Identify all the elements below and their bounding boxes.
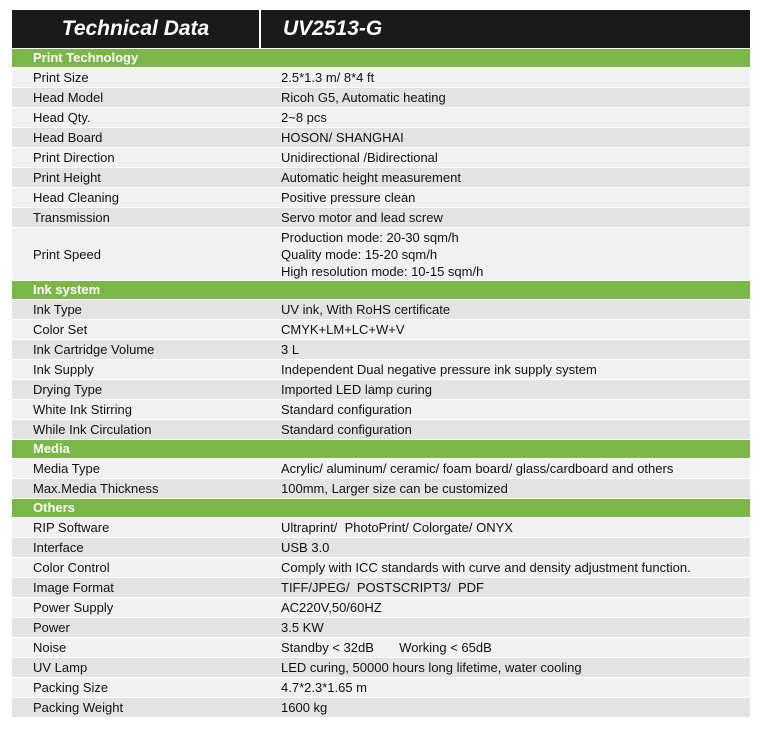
spec-label: Print Height [33, 170, 101, 185]
spec-row [12, 107, 750, 127]
spec-row [12, 379, 750, 399]
spec-label: Power [33, 620, 70, 635]
spec-row [12, 319, 750, 339]
section-header: Media [12, 439, 750, 458]
spec-row [12, 419, 750, 439]
spec-value-line: Standby < 32dB Working < 65dB [281, 640, 492, 655]
spec-value-line: 3 L [281, 342, 300, 357]
spec-value-line: Imported LED lamp curing [281, 382, 433, 397]
spec-label: Color Control [33, 560, 110, 575]
spec-label: Media Type [33, 461, 100, 476]
spec-value-line: USB 3.0 [281, 540, 330, 555]
spec-row [12, 517, 750, 537]
spec-value [260, 148, 750, 167]
spec-label: Noise [33, 640, 67, 655]
spec-label: RIP Software [33, 520, 110, 535]
spec-value-line: 4.7*2.3*1.65 m [281, 680, 368, 695]
header-title: Technical Data [12, 10, 261, 48]
spec-row [12, 597, 750, 617]
spec-row [12, 697, 750, 717]
spec-label: Ink Cartridge Volume [33, 342, 155, 357]
spec-value [260, 340, 750, 359]
spec-label: Print Speed [33, 246, 101, 262]
spec-row [12, 657, 750, 677]
spec-sheet [12, 10, 750, 717]
spec-value-line: 2.5*1.3 m/ 8*4 ft [281, 70, 375, 85]
spec-row [12, 537, 750, 557]
spec-value-line: HOSON/ SHANGHAI [281, 130, 404, 145]
spec-value [260, 88, 750, 107]
spec-value [260, 188, 750, 207]
spec-value [260, 360, 750, 379]
spec-value-line: Acrylic/ aluminum/ ceramic/ foam board/ glass/cardboard and others [281, 461, 674, 476]
spec-label: White Ink Stirring [33, 402, 132, 417]
spec-label: Transmission [33, 210, 110, 225]
spec-label: Drying Type [33, 382, 103, 397]
spec-value-line: Quality mode: 15-20 sqm/h [281, 246, 438, 262]
spec-value-line: CMYK+LM+LC+W+V [281, 322, 405, 337]
spec-value-line: 1600 kg [281, 700, 328, 715]
spec-value-line: Standard configuration [281, 402, 412, 417]
spec-value-line: LED curing, 50000 hours long lifetime, water cooling [281, 660, 582, 675]
spec-value-line: Automatic height measurement [281, 170, 461, 185]
spec-value [260, 168, 750, 187]
spec-row [12, 227, 750, 280]
spec-table-body [12, 48, 750, 717]
spec-value [260, 678, 750, 697]
spec-value-line: 3.5 KW [281, 620, 324, 635]
spec-value [260, 459, 750, 478]
spec-value-line: 2~8 pcs [281, 110, 327, 125]
spec-label: Print Size [33, 70, 89, 85]
spec-value [260, 420, 750, 439]
header-model: UV2513-G [283, 17, 383, 40]
spec-row [12, 577, 750, 597]
spec-value-line: Standard configuration [281, 422, 412, 437]
spec-value [260, 320, 750, 339]
spec-value [260, 68, 750, 87]
spec-row [12, 67, 750, 87]
spec-row [12, 359, 750, 379]
spec-row [12, 399, 750, 419]
spec-row [12, 677, 750, 697]
spec-value-line: Servo motor and lead screw [281, 210, 443, 225]
spec-value [260, 300, 750, 319]
table-header [12, 10, 750, 48]
spec-value [260, 400, 750, 419]
spec-label: Interface [33, 540, 84, 555]
spec-value-line: Positive pressure clean [281, 190, 416, 205]
spec-value [260, 618, 750, 637]
spec-label: Image Format [33, 580, 114, 595]
spec-value [260, 658, 750, 677]
spec-value-line: TIFF/JPEG/ POSTSCRIPT3/ PDF [281, 580, 484, 595]
spec-value-line: High resolution mode: 10-15 sqm/h [281, 263, 484, 279]
spec-value [260, 598, 750, 617]
spec-value [260, 228, 750, 280]
spec-label: Max.Media Thickness [33, 481, 159, 496]
spec-row [12, 207, 750, 227]
spec-row [12, 478, 750, 498]
spec-label: Print Direction [33, 150, 115, 165]
spec-value-line: AC220V,50/60HZ [281, 600, 382, 615]
spec-label: Ink Type [33, 302, 82, 317]
spec-label: Head Qty. [33, 110, 91, 125]
spec-value-line: Independent Dual negative pressure ink supply system [281, 362, 597, 377]
spec-label: Head Model [33, 90, 104, 105]
spec-label: Color Set [33, 322, 88, 337]
spec-row [12, 87, 750, 107]
spec-value-line: Ricoh G5, Automatic heating [281, 90, 446, 105]
spec-value-line: UV ink, With RoHS certificate [281, 302, 451, 317]
spec-value-line: Comply with ICC standards with curve and density adjustment function. [281, 560, 691, 575]
spec-value-line: Unidirectional /Bidirectional [281, 150, 438, 165]
spec-row [12, 187, 750, 207]
spec-row [12, 637, 750, 657]
spec-row [12, 458, 750, 478]
spec-label: Packing Weight [33, 700, 124, 715]
section-header: Print Technology [12, 48, 750, 67]
spec-value [260, 479, 750, 498]
spec-value [260, 538, 750, 557]
spec-row [12, 299, 750, 319]
spec-row [12, 339, 750, 359]
spec-value [260, 698, 750, 717]
spec-value [260, 518, 750, 537]
spec-row [12, 127, 750, 147]
spec-label: Power Supply [33, 600, 114, 615]
spec-row [12, 167, 750, 187]
spec-value-line: 100mm, Larger size can be customized [281, 481, 508, 496]
spec-value-line: Production mode: 20-30 sqm/h [281, 229, 459, 245]
spec-value [260, 558, 750, 577]
spec-value [260, 380, 750, 399]
spec-label: Head Board [33, 130, 103, 145]
spec-value [260, 128, 750, 147]
section-header: Others [12, 498, 750, 517]
spec-value [260, 208, 750, 227]
spec-label: Ink Supply [33, 362, 94, 377]
spec-label: While Ink Circulation [33, 422, 152, 437]
spec-label: Packing Size [33, 680, 109, 695]
spec-label: Head Cleaning [33, 190, 120, 205]
spec-value [260, 638, 750, 657]
spec-label: UV Lamp [33, 660, 88, 675]
spec-row [12, 617, 750, 637]
section-header: Ink system [12, 280, 750, 299]
spec-value-line: Ultraprint/ PhotoPrint/ Colorgate/ ONYX [281, 520, 513, 535]
spec-row [12, 147, 750, 167]
spec-row [12, 557, 750, 577]
spec-value [260, 578, 750, 597]
spec-value [260, 108, 750, 127]
